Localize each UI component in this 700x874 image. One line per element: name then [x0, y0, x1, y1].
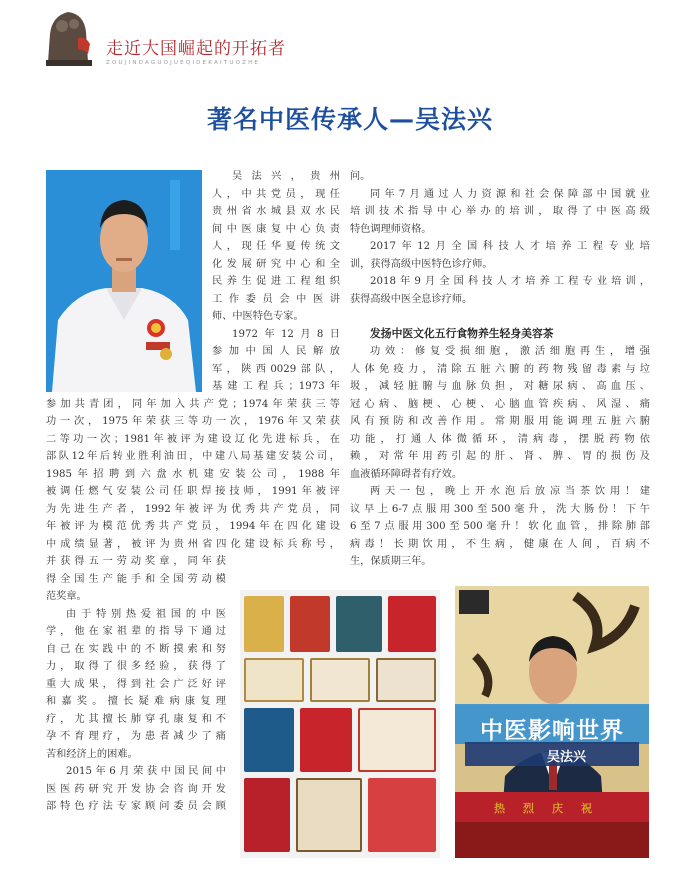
red-certificate	[388, 596, 436, 652]
text-line: 范奖章。	[46, 591, 87, 602]
article-title: 著名中医传承人—吴法兴	[206, 105, 493, 134]
text-line: 参加共青团，同年加入共产党；1974年荣获三等	[46, 398, 340, 410]
text-line: 被调任燃气安装公司任职焊接技师，1991年被评	[46, 486, 340, 497]
text-line: 苦和经济上的困难。	[46, 748, 138, 760]
plaque	[296, 778, 362, 852]
text-line: 部队12年后转业胜利油田，中建八局基建安装公司，	[46, 451, 340, 462]
text-line: 疗，尤其擅长肺穿孔康复和不	[46, 713, 226, 725]
text-line: 吴法兴，贵州	[232, 171, 340, 182]
text-line: 为先进生产者，1992年被评为优秀共产党员，同	[46, 503, 340, 515]
text-line: 部特色疗法专家顾问委员会顾	[46, 801, 226, 812]
text-line: 人体免疫力，清除五脏六腑的药物残留毒素与垃	[350, 363, 650, 375]
text-line: 2017年12月全国科技人才培养工程专业培	[370, 241, 650, 252]
blue-certificate	[336, 596, 382, 652]
text-line: 贵州省水城县双水民	[212, 206, 340, 217]
text-line: 和嘉奖。擅长疑难病康复理	[46, 696, 226, 707]
red-booklet	[244, 778, 290, 852]
text-line: 基建工程兵；1973年	[212, 381, 340, 392]
poster-festive-banner: 热烈庆祝	[494, 802, 610, 815]
text-line: 赖，对常年用药引起的肝、肾、脾、胃的损伤及	[350, 451, 650, 462]
text-line: 人，中共党员，现任	[212, 188, 340, 200]
text-line: 功能，打通人体微循环，清病毒，摆脱药物依	[350, 433, 650, 445]
header-title: 走近大国崛起的开拓者	[106, 39, 286, 59]
text-line: 年被评为模范优秀共产党员，1994年在四化建设	[46, 521, 340, 532]
text-line: 功一次，1975年荣获三等功一次，1976年又荣获	[46, 416, 340, 427]
text-line: 1985年招聘到六盘水机建安装公司，1988年	[46, 468, 340, 480]
text-line: 训，获得高级中医特色诊疗师。	[350, 258, 493, 270]
text-line: 两天一包，晚上开水泡后放凉当茶饮用！建	[370, 486, 650, 497]
text-line: 化发展研究中心和全	[212, 258, 340, 270]
lion-statue-logo	[40, 4, 96, 68]
text-line: 特色调理师资格。	[350, 223, 432, 235]
text-line: 同年7月通过人力资源和社会保障部中国就业	[370, 188, 650, 200]
text-line: 培训技术指导中心举办的培训，取得了中医高级	[350, 206, 650, 217]
text-line: 风有预防和改善作用。常期服用能调理五脏六腑	[350, 416, 650, 427]
certificate-set	[368, 778, 436, 852]
text-line: 获得高级中医全息诊疗师。	[350, 293, 473, 305]
text-line: 学，他在家祖辈的指导下通过	[46, 626, 226, 637]
text-line: 1972年12月8日	[232, 328, 340, 340]
certificates-collage	[240, 590, 440, 858]
text-line: 血液循环障碍者有疗效。	[350, 468, 463, 480]
text-line: 人，现任华夏传统文	[212, 241, 340, 252]
open-certificate	[358, 708, 436, 772]
portrait-photo	[46, 170, 202, 392]
text-line: 参加中国人民解放	[212, 346, 340, 357]
text-line: 冠心病、脑梗、心梗、心脑血管疾病、风湿、痛	[350, 398, 650, 410]
header-subtitle: ZOUJINDAGUOJUEQIDEKAITUOZHE	[106, 60, 261, 66]
text-line: 二等功一次；1981年被评为建设辽化先进标兵，在	[46, 433, 340, 445]
text-line: 民养生促进工程组织	[212, 276, 340, 287]
text-line: 6至7点服用300至500毫升！软化血管，排除肺部	[350, 521, 650, 532]
text-line: 问。	[350, 171, 371, 182]
magazine-header	[40, 4, 380, 74]
poster-headline: 中医影响世界	[480, 718, 624, 744]
red-booklet	[300, 708, 352, 772]
poster-name: 吴法兴	[547, 750, 587, 765]
text-line: 议早上6-7点服用300至500毫升，洗大肠份！下午	[350, 503, 650, 515]
text-line: 并获得五一劳动奖章，同年获	[46, 556, 226, 567]
text-line: 由于特别热爱祖国的中医	[66, 608, 226, 620]
text-line: 工作委员会中医讲	[212, 293, 340, 305]
text-line: 力，取得了很多经验，获得了	[46, 661, 226, 672]
text-line: 军，陕西0029部队，	[212, 363, 340, 375]
framed-certificate	[376, 658, 436, 702]
medal-box	[290, 596, 330, 652]
text-line: 孕不育理疗，为患者减少了痛	[46, 731, 226, 742]
text-line: 2018年9月全国科技人才培养工程专业培训，	[370, 276, 650, 287]
text-line: 师、中医特色专家。	[212, 311, 304, 322]
framed-certificate	[310, 658, 370, 702]
text-line: 生，保质期三年。	[350, 556, 432, 567]
promo-poster	[455, 586, 649, 858]
text-line: 功效：修复受损细胞，激活细胞再生，增强	[370, 346, 650, 357]
framed-certificate	[244, 658, 304, 702]
text-line: 重大成果，得到社会广泛好评	[46, 678, 226, 690]
text-line: 2015年6月荣获中国民间中	[66, 766, 226, 777]
text-line: 病毒！长期饮用，不生病，健康在人间，百病不	[350, 538, 650, 550]
text-line: 医医药研究开发协会咨询开发	[46, 783, 226, 795]
text-line: 间中医康复中心负责	[212, 223, 340, 235]
text-line: 圾，减轻脏腑与血脉负担，对糖尿病、高血压、	[350, 381, 650, 392]
text-line: 得全国生产能手和全国劳动模	[46, 573, 226, 585]
text-line: 自己在实践中的不断摸索和努	[46, 643, 226, 655]
section-heading: 发扬中医文化五行食物养生轻身美容茶	[370, 327, 554, 340]
text-line: 中成绩显著，被评为贵州省四化建设标兵称号，	[46, 538, 340, 550]
gold-medal-certificate	[244, 596, 284, 652]
blue-booklet	[244, 708, 294, 772]
